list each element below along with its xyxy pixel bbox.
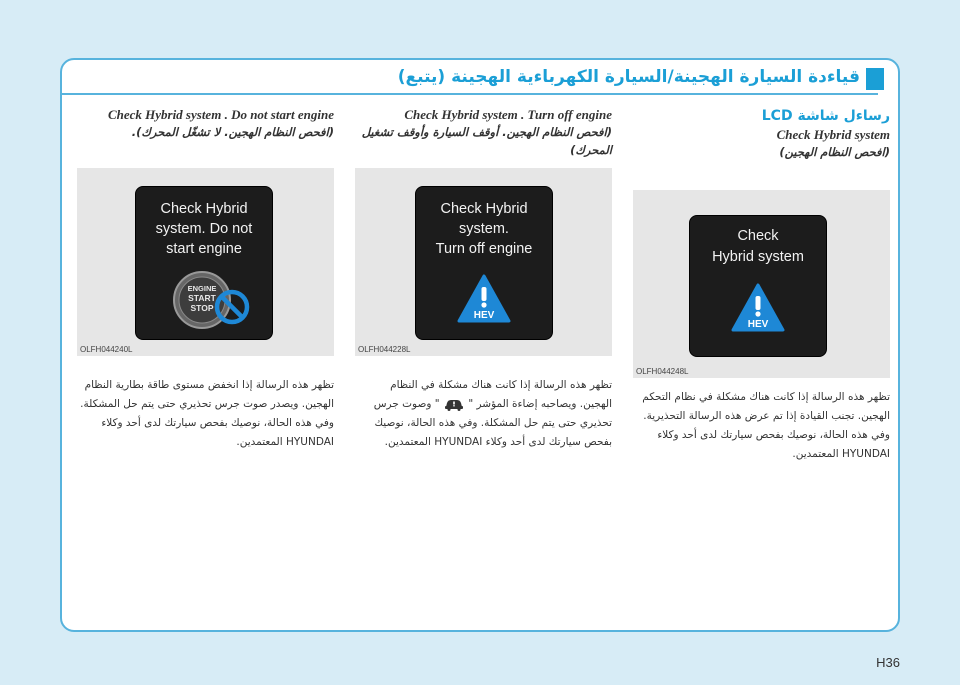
figure-code: OLFH044228L	[358, 345, 411, 354]
section-header	[62, 66, 898, 94]
display-line-2: Hybrid system	[712, 249, 804, 265]
display-line-2: system.	[459, 221, 509, 237]
figure-do-not-start-engine	[77, 168, 334, 356]
body-text-after-icon: " وصوت جرس تحذيري حتى يتم حل المشكلة. وفي هذه الحالة، نوصيك بفحص سيارتك لدى أحد وكلاء HYUNDAI المعتمدين.	[373, 398, 612, 448]
button-label-start: START	[188, 293, 216, 303]
body-paragraph: تظهر هذه الرسالة إذا انخفض مستوى طاقة بطارية النظام الهجين. ويصدر صوت جرس تحذيري حتى يتم حل المشكلة. وفي هذه الحالة، نوصيك بفحص سيارتك لدى أحد وكلاء HYUNDAI المعتمدين.	[80, 379, 334, 448]
hev-label: HEV	[473, 310, 495, 321]
caption-english: Check Hybrid system	[776, 127, 890, 142]
cluster-display	[135, 186, 273, 340]
header-marker	[866, 68, 884, 90]
column-turn-off-engine	[355, 106, 612, 576]
button-label-engine: ENGINE	[187, 284, 217, 293]
engine-start-stop-button-icon	[172, 267, 252, 333]
car-warning-icon	[443, 398, 465, 411]
body-paragraph	[355, 376, 612, 452]
figure-turn-off-engine	[355, 168, 612, 356]
figure-code: OLFH044240L	[80, 345, 133, 354]
cluster-display	[689, 215, 827, 357]
figure-check-hybrid-system	[633, 190, 890, 378]
column-do-not-start-engine	[77, 106, 334, 576]
caption-english: Check Hybrid system . Do not start engine	[107, 107, 334, 122]
section-title: قياءدة السيارة الهجينة/السيارة الكهرباءية الهجينة (يتبع)	[397, 67, 860, 87]
cluster-display	[415, 186, 553, 340]
manual-page	[60, 58, 900, 632]
button-label-stop: STOP	[190, 303, 214, 313]
subsection-heading: رساءل شاشة LCD	[761, 108, 890, 124]
display-line-1: Check	[737, 228, 779, 244]
page-number: H36	[876, 655, 900, 670]
display-line-3: start engine	[166, 241, 242, 257]
hev-label: HEV	[747, 319, 769, 330]
body-text-before-icon: تظهر هذه الرسالة إذا كانت هناك مشكلة في النظام الهجين. ويصاحبه إضاءة المؤشر "	[390, 379, 612, 410]
display-line-3: Turn off engine	[435, 241, 533, 257]
figure-code: OLFH044248L	[636, 367, 689, 376]
warning-triangle-icon	[456, 273, 512, 325]
caption-arabic: (افحص النظام الهجين. أوقف السيارة وأوقف تشغيل المحرك)	[361, 125, 612, 157]
column-check-hybrid-system	[633, 106, 890, 576]
body-paragraph: تظهر هذه الرسالة إذا كانت هناك مشكلة في نظام التحكم الهجين. تجنب القيادة إذا تم عرض هذه الرسالة التحذيرية. وفي هذه الحالة، نوصيك بفحص سيارتك لدى أحد وكلاء HYUNDAI المعتمدين.	[642, 391, 890, 460]
header-divider	[62, 93, 878, 95]
caption-english: Check Hybrid system . Turn off engine	[404, 107, 612, 122]
display-line-1: Check Hybrid	[160, 201, 248, 217]
caption-arabic: (افحص النظام الهجين)	[779, 145, 890, 159]
display-line-1: Check Hybrid	[440, 201, 528, 217]
caption-arabic: (افحص النظام الهجين. لا تشغّل المحرك).	[131, 125, 334, 139]
display-line-2: system. Do not	[155, 221, 253, 237]
warning-triangle-icon	[730, 282, 786, 334]
